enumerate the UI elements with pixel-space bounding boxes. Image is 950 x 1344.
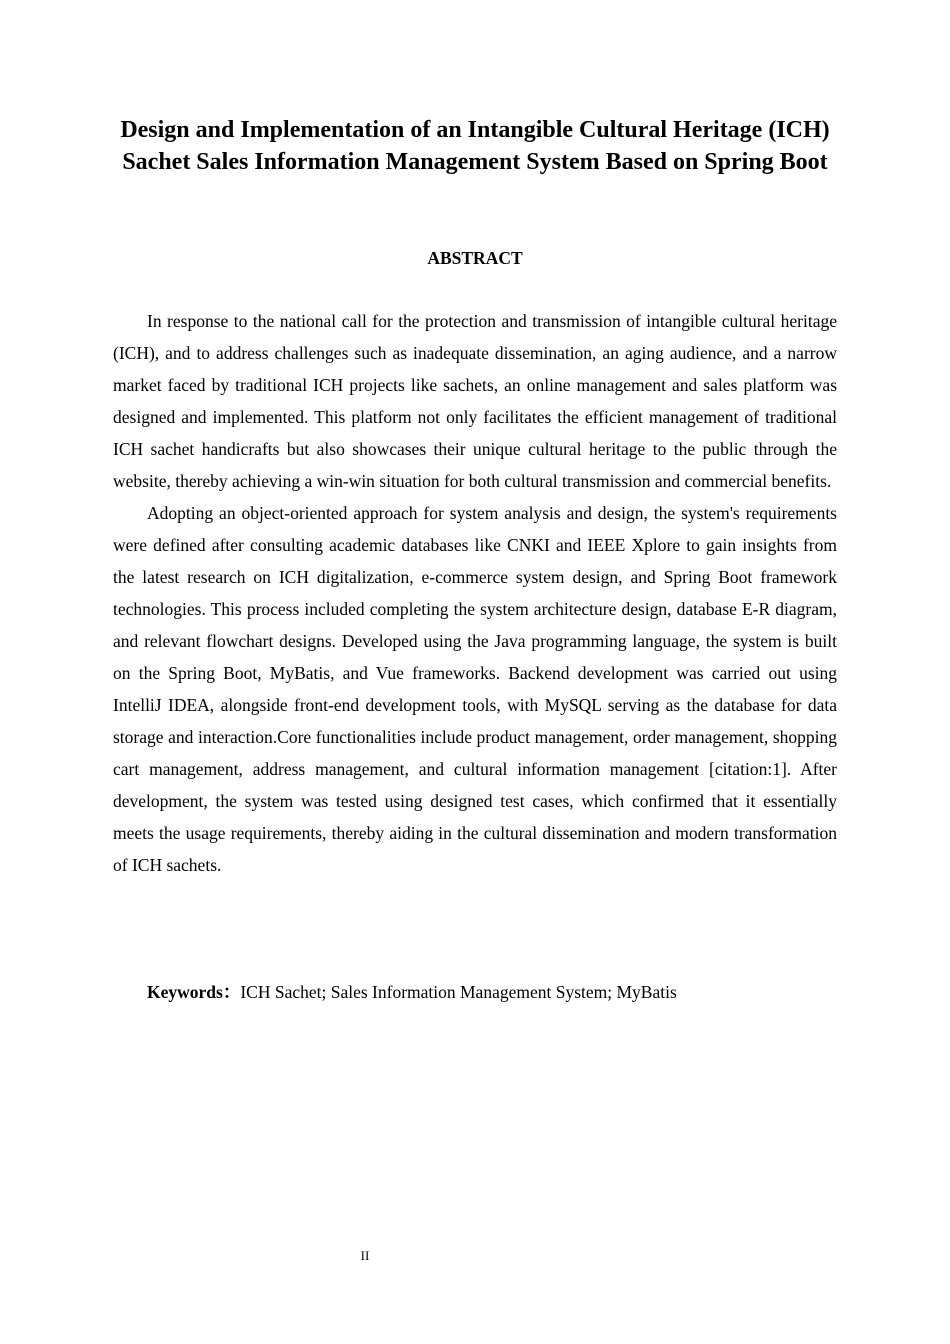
abstract-paragraph-2: Adopting an object-oriented approach for system analysis and design, the system's requirements were defined after consulting academic databases like CNKI and IEEE Xplore to gain insights from the latest research on ICH digitalization, e-commerce system design, and Spring Boot framework technologies. This process included completing the system architecture design, database E-R diagram, and relevant flowchart designs. Developed using the Java programming language, the system is built on the Spring Boot, MyBatis, and Vue frameworks. Backend development was carried out using IntelliJ IDEA, alongside front-end development tools, with MySQL serving as the database for data storage and interaction.Core functionalities include product management, order management, shopping cart management, address management, and cultural information management [citation:1]. After development, the system was tested using designed test cases, which confirmed that it essentially meets the usage requirements, thereby aiding in the cultural dissemination and modern transformation of ICH sachets. xyxy=(113,503,837,875)
document-title: Design and Implementation of an Intangible Cultural Heritage (ICH) Sachet Sales Information Management System Based on Spring Boot xyxy=(120,117,830,175)
keywords-value: ICH Sachet; Sales Information Management System; MyBatis xyxy=(240,982,677,1002)
keywords-label: Keywords： xyxy=(147,982,241,1002)
abstract-heading: ABSTRACT xyxy=(427,248,523,268)
abstract-paragraph-1: In response to the national call for the protection and transmission of intangible cultural heritage (ICH), and to address challenges such as inadequate dissemination, an aging audience, and a narrow market faced by traditional ICH projects like sachets, an online management and sales platform was designed and implemented. This platform not only facilitates the efficient management of traditional ICH sachet handicrafts but also showcases their unique cultural heritage to the public through the website, thereby achieving a win-win situation for both cultural transmission and commercial benefits. xyxy=(113,311,837,491)
keywords-line xyxy=(147,976,837,1008)
abstract-body xyxy=(113,305,837,881)
page-number: II xyxy=(360,1248,370,1263)
